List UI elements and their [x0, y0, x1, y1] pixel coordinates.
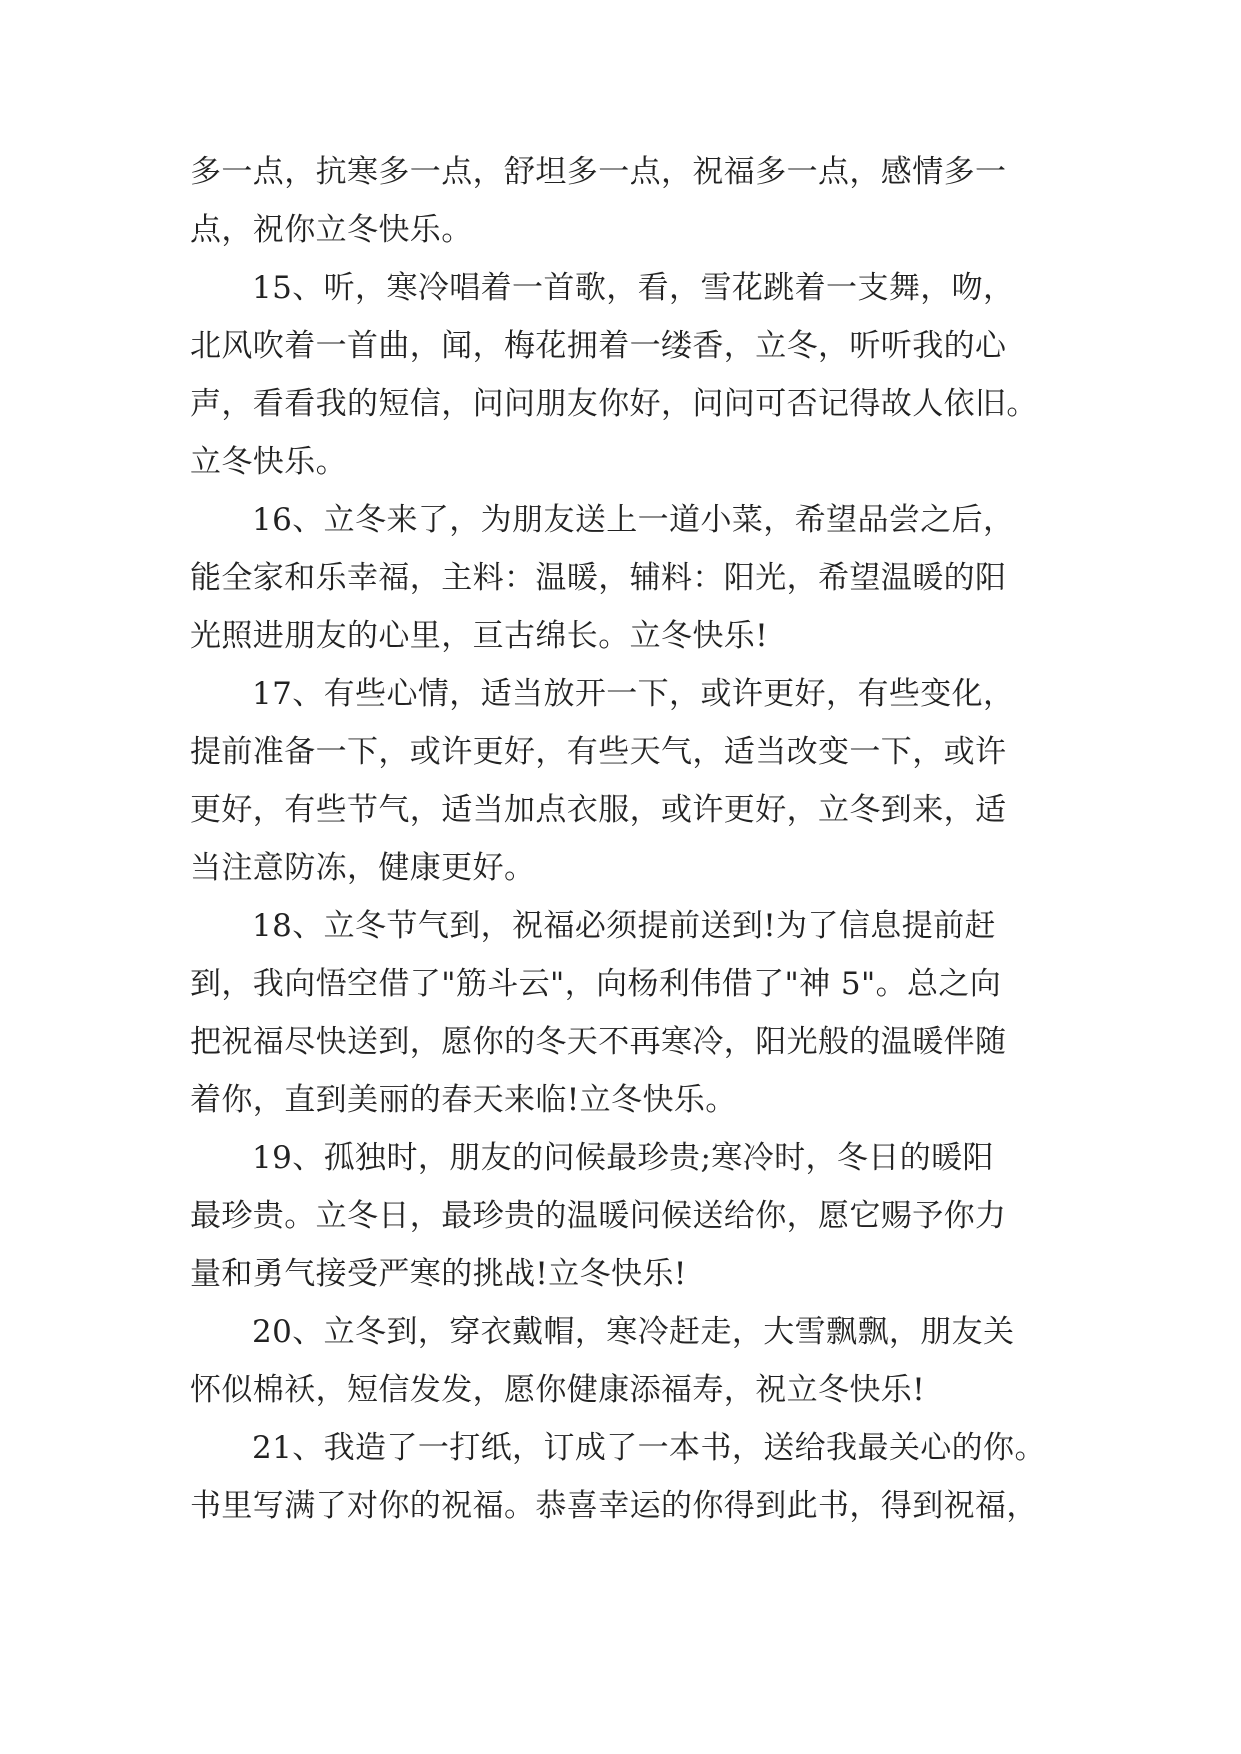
paragraph-17-start: 17、有些心情，适当放开一下，或许更好，有些变化，	[252, 676, 1015, 712]
text-line: 提前准备一下，或许更好，有些天气，适当改变一下，或许	[190, 734, 1007, 770]
text-line: 最珍贵。立冬日，最珍贵的温暖问候送给你，愿它赐予你力	[190, 1198, 1007, 1234]
paragraph-21-start: 21、我造了一打纸，订成了一本书，送给我最关心的你。	[252, 1430, 1046, 1466]
text-line: 立冬快乐。	[190, 444, 347, 480]
text-line: 量和勇气接受严寒的挑战!立冬快乐!	[190, 1256, 687, 1292]
text-line: 当注意防冻，健康更好。	[190, 850, 536, 886]
text-line: 多一点，抗寒多一点，舒坦多一点，祝福多一点，感情多一	[190, 154, 1007, 190]
paragraph-20-start: 20、立冬到，穿衣戴帽，寒冷赶走，大雪飘飘，朋友关	[252, 1314, 1015, 1350]
paragraph-19-start: 19、孤独时，朋友的问候最珍贵;寒冷时，冬日的暖阳	[252, 1140, 994, 1176]
text-line: 能全家和乐幸福，主料：温暖，辅料：阳光，希望温暖的阳	[190, 560, 1007, 596]
paragraph-15-start: 15、听，寒冷唱着一首歌，看，雪花跳着一支舞，吻，	[252, 270, 1015, 306]
text-line: 着你，直到美丽的春天来临!立冬快乐。	[190, 1082, 737, 1118]
text-line: 北风吹着一首曲，闻，梅花拥着一缕香，立冬，听听我的心	[190, 328, 1007, 364]
text-line: 点，祝你立冬快乐。	[190, 212, 473, 248]
text-line: 声，看看我的短信，问问朋友你好，问问可否记得故人依旧。	[190, 386, 1038, 422]
paragraph-18-start: 18、立冬节气到，祝福必须提前送到!为了信息提前赶	[252, 908, 996, 944]
paragraph-16-start: 16、立冬来了，为朋友送上一道小菜，希望品尝之后，	[252, 502, 1015, 538]
text-line: 到，我向悟空借了"筋斗云"，向杨利伟借了"神 5"。总之向	[190, 966, 1002, 1002]
text-line: 更好，有些节气，适当加点衣服，或许更好，立冬到来，适	[190, 792, 1007, 828]
text-line: 把祝福尽快送到，愿你的冬天不再寒冷，阳光般的温暖伴随	[190, 1024, 1007, 1060]
text-line: 书里写满了对你的祝福。恭喜幸运的你得到此书，得到祝福，	[190, 1488, 1038, 1524]
text-line: 光照进朋友的心里，亘古绵长。立冬快乐!	[190, 618, 769, 654]
text-line: 怀似棉袄，短信发发，愿你健康添福寿，祝立冬快乐!	[190, 1372, 926, 1408]
